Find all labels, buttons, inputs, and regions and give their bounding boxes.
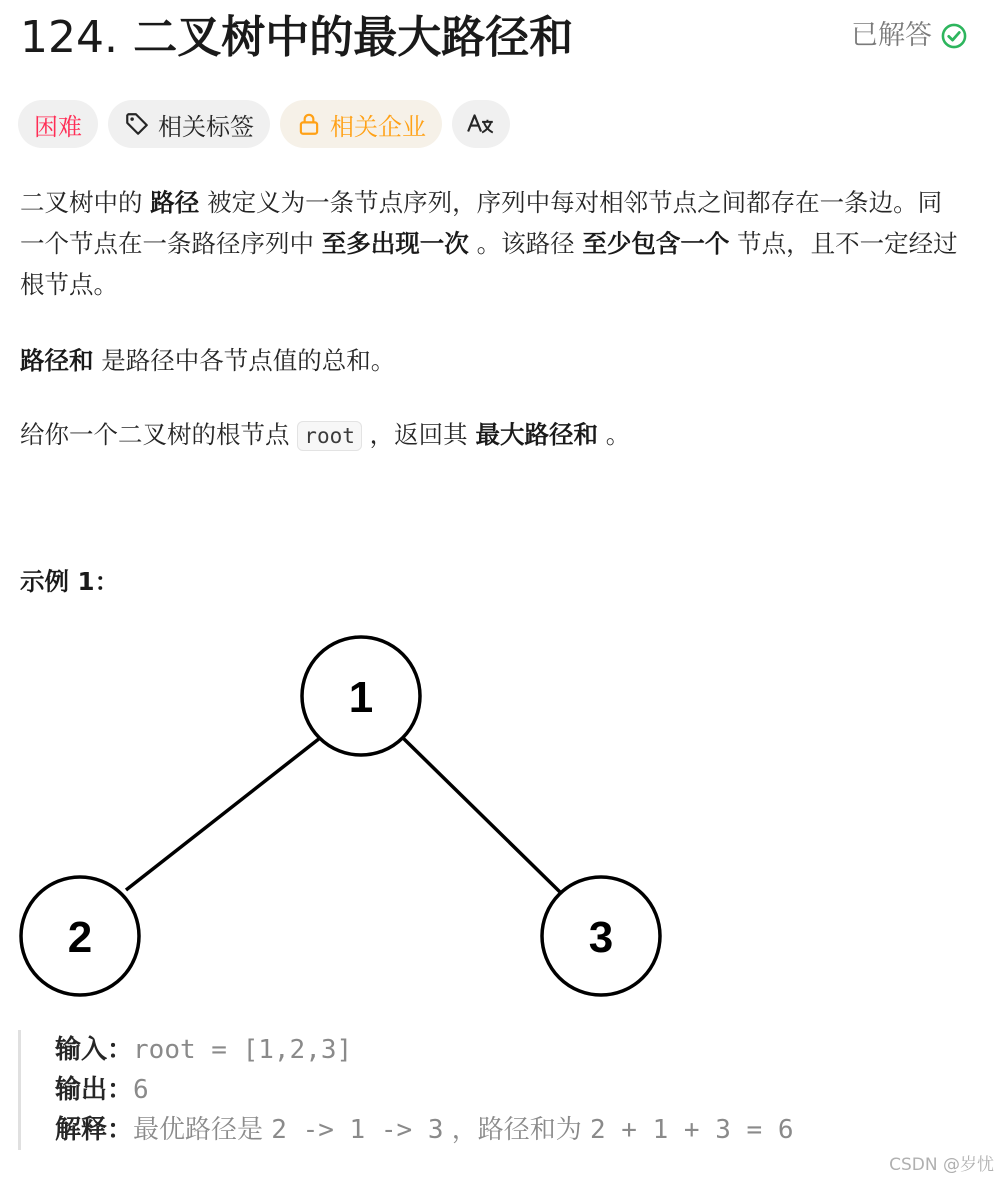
tree-edge bbox=[126, 738, 320, 890]
desc-text: 被定义为一条节点序列，序列中每对相邻节点之间都存在一条边。同一个节点在一条路径序列中 bbox=[20, 188, 943, 258]
desc-text: 。 bbox=[597, 420, 631, 449]
desc-text: 二叉树中的 bbox=[20, 188, 151, 217]
tag-bar bbox=[18, 100, 510, 148]
example-input-line bbox=[55, 1030, 918, 1070]
solved-status bbox=[851, 18, 968, 54]
translate-button[interactable] bbox=[452, 100, 510, 148]
input-label: 输入： bbox=[55, 1035, 134, 1065]
output-value: 6 bbox=[133, 1075, 149, 1105]
desc-text: ，返回其 bbox=[361, 420, 476, 449]
related-tags-label: 相关标签 bbox=[158, 112, 254, 141]
desc-bold: 最大路径和 bbox=[475, 420, 598, 449]
tree-node-label: 3 bbox=[588, 913, 614, 962]
tree-node-label: 1 bbox=[348, 673, 374, 722]
translate-icon bbox=[466, 111, 496, 137]
difficulty-badge[interactable] bbox=[18, 100, 98, 148]
description-paragraph-2 bbox=[20, 340, 965, 381]
tree-edge bbox=[403, 738, 560, 892]
description-paragraph-3 bbox=[20, 414, 965, 457]
desc-text: 给你一个二叉树的根节点 bbox=[20, 420, 298, 449]
difficulty-label: 困难 bbox=[34, 112, 82, 141]
desc-text: 。该路径 bbox=[468, 229, 583, 258]
inline-code: root bbox=[297, 421, 362, 451]
related-companies-label: 相关企业 bbox=[330, 112, 426, 141]
problem-title bbox=[20, 8, 573, 68]
related-companies-button[interactable] bbox=[280, 100, 442, 148]
explain-text: 最优路径是 bbox=[133, 1115, 272, 1145]
problem-name: 二叉树中的最大路径和 bbox=[133, 12, 574, 63]
input-value: root = [1,2,3] bbox=[133, 1035, 353, 1065]
example-title: 示例 1： bbox=[20, 567, 120, 596]
check-circle-icon bbox=[940, 22, 968, 50]
explain-code: 2 + 1 + 3 = 6 bbox=[590, 1115, 794, 1145]
related-tags-button[interactable] bbox=[108, 100, 270, 148]
explain-text: ，路径和为 bbox=[443, 1115, 590, 1145]
desc-bold: 至多出现一次 bbox=[321, 229, 469, 258]
lock-icon bbox=[296, 111, 322, 137]
desc-bold: 路径 bbox=[150, 188, 200, 217]
example-output-line bbox=[55, 1070, 918, 1110]
problem-number: 124. bbox=[20, 12, 118, 63]
solved-label: 已解答 bbox=[851, 20, 932, 51]
tag-icon bbox=[124, 111, 150, 137]
desc-text: 节点，且不一定经过根节点。 bbox=[20, 229, 958, 299]
output-label: 输出： bbox=[55, 1075, 134, 1105]
example-block bbox=[18, 1030, 918, 1150]
description-paragraph-1 bbox=[20, 182, 965, 305]
explain-code: 2 -> 1 -> 3 bbox=[271, 1115, 444, 1145]
desc-bold: 路径和 bbox=[20, 346, 94, 375]
desc-bold: 至少包含一个 bbox=[582, 229, 730, 258]
tree-node-label: 2 bbox=[67, 913, 93, 962]
binary-tree-diagram bbox=[0, 620, 700, 1010]
watermark: CSDN @岁忧 bbox=[889, 1155, 994, 1175]
desc-text: 是路径中各节点值的总和。 bbox=[93, 346, 396, 375]
explain-label: 解释： bbox=[55, 1115, 134, 1145]
example-explain-line bbox=[55, 1110, 918, 1150]
